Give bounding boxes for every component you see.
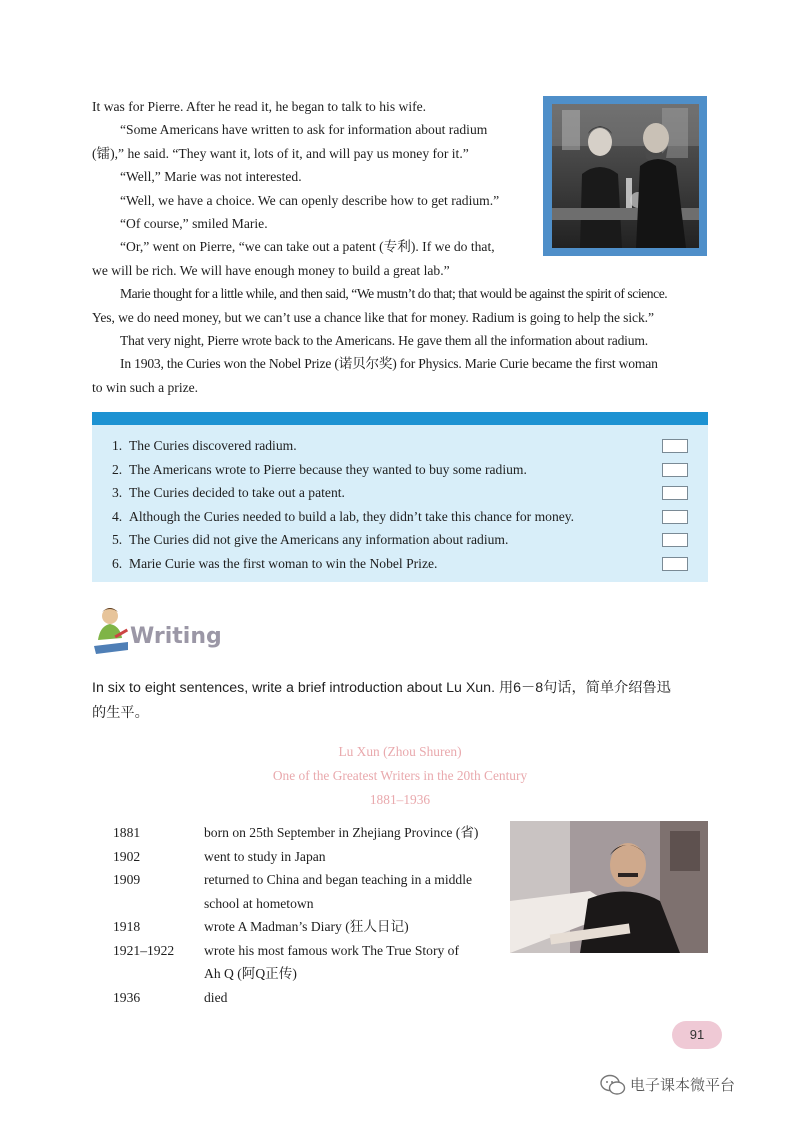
timeline-event: school at hometown <box>204 895 314 911</box>
quiz-item-number: 1. <box>112 438 123 453</box>
timeline-row <box>113 915 513 939</box>
timeline-event: went to study in Japan <box>204 848 326 864</box>
answer-box[interactable] <box>662 463 688 477</box>
timeline-year <box>113 892 204 916</box>
timeline-row <box>113 892 513 916</box>
timeline-year: 1909 <box>113 872 141 887</box>
timeline-row <box>113 868 513 892</box>
story-line: “Of course,” smiled Marie. <box>120 216 268 232</box>
luxun-heading <box>200 740 600 812</box>
quiz-item <box>112 434 702 458</box>
timeline-year <box>113 962 204 986</box>
story-line: In 1903, the Curies won the Nobel Prize (诺贝尔奖) for Physics. Marie Curie became the first woman <box>120 356 658 372</box>
timeline-row <box>113 962 513 986</box>
true-false-exercise <box>92 425 708 582</box>
quiz-item-number: 2. <box>112 461 123 477</box>
timeline-year: 1902 <box>113 848 141 864</box>
quiz-item <box>112 458 702 482</box>
wechat-icon <box>600 1074 626 1096</box>
answer-box[interactable] <box>662 439 688 453</box>
quiz-item-number: 3. <box>112 485 123 501</box>
story-line: Yes, we do need money, but we can’t use a chance like that for money. Radium is going to help the sick.” <box>92 309 654 325</box>
timeline-event: Ah Q (阿Q正传) <box>204 966 297 981</box>
story-line: That very night, Pierre wrote back to the Americans. He gave them all the information about radium. <box>120 333 648 349</box>
quiz-item <box>112 552 702 576</box>
writing-section-header <box>92 602 292 662</box>
story-line: to win such a prize. <box>92 379 199 395</box>
watermark <box>596 1072 796 1098</box>
timeline-year: 1918 <box>113 919 141 934</box>
timeline-year: 1881 <box>113 825 141 840</box>
timeline-event: died <box>204 989 228 1005</box>
watermark-text: 电子课本微平台 <box>630 1076 736 1094</box>
quiz-item-text: The Curies decided to take out a patent. <box>129 485 345 501</box>
luxun-subtitle: One of the Greatest Writers in the 20th Century <box>272 768 528 783</box>
story-line: It was for Pierre. After he read it, he began to talk to his wife. <box>92 99 427 114</box>
quiz-item-number: 4. <box>112 508 123 524</box>
quiz-item-number: 5. <box>112 532 123 548</box>
page-number: 91 <box>672 1021 722 1049</box>
luxun-portrait <box>510 821 708 953</box>
quiz-item <box>112 481 702 505</box>
timeline-row <box>113 986 513 1010</box>
quiz-item <box>112 505 702 529</box>
story-line: Marie thought for a little while, and then said, “We mustn’t do that; that would be against the spirit of science. <box>120 286 668 302</box>
answer-box[interactable] <box>662 557 688 571</box>
instruction-line: In six to eight sentences, write a brief introduction about Lu Xun. 用6－8句话，简单介绍鲁迅 <box>92 680 671 696</box>
timeline-year: 1921–1922 <box>113 942 175 958</box>
story-line: (镭),” he said. “They want it, lots of it, and will pay us money for it.” <box>92 145 469 161</box>
story-line: “Well, we have a choice. We can openly describe how to get radium.” <box>120 192 500 208</box>
quiz-item-text: Although the Curies needed to build a lab, they didn’t take this chance for money. <box>129 508 575 524</box>
luxun-years: 1881–1936 <box>369 792 431 807</box>
timeline-event: wrote A Madman’s Diary (狂人日记) <box>204 919 409 934</box>
quiz-item <box>112 528 702 552</box>
writing-instruction <box>92 676 720 726</box>
curies-photo-image <box>552 104 699 248</box>
timeline-year: 1936 <box>113 989 141 1005</box>
timeline-event: returned to China and began teaching in a middle <box>204 872 473 887</box>
story-line: “Well,” Marie was not interested. <box>120 169 302 185</box>
quiz-item-text: The Americans wrote to Pierre because they wanted to buy some radium. <box>129 461 527 477</box>
answer-box[interactable] <box>662 486 688 500</box>
quiz-item-text: Marie Curie was the first woman to win the Nobel Prize. <box>129 555 438 571</box>
quiz-item-text: The Curies discovered radium. <box>129 438 297 453</box>
story-line: we will be rich. We will have enough money to build a great lab.” <box>92 262 450 278</box>
timeline-row <box>113 939 513 963</box>
luxun-timeline <box>113 821 513 1009</box>
curies-photo <box>543 96 707 256</box>
quiz-header-bar <box>92 412 708 425</box>
timeline-row <box>113 821 513 845</box>
writing-title: Writing <box>130 624 222 649</box>
instruction-line: 的生平。 <box>92 705 149 721</box>
timeline-event: wrote his most famous work The True Story of <box>204 942 460 958</box>
answer-box[interactable] <box>662 533 688 547</box>
story-line: “Some Americans have written to ask for information about radium <box>120 122 488 138</box>
answer-box[interactable] <box>662 510 688 524</box>
luxun-name: Lu Xun (Zhou Shuren) <box>338 744 462 759</box>
story-line: “Or,” went on Pierre, “we can take out a patent (专利). If we do that, <box>120 239 495 255</box>
luxun-portrait-image <box>510 821 708 953</box>
quiz-item-text: The Curies did not give the Americans any information about radium. <box>129 532 509 548</box>
timeline-event: born on 25th September in Zhejiang Province (省) <box>204 825 479 840</box>
quiz-item-number: 6. <box>112 555 123 571</box>
student-writing-icon <box>92 606 132 658</box>
timeline-row <box>113 845 513 869</box>
